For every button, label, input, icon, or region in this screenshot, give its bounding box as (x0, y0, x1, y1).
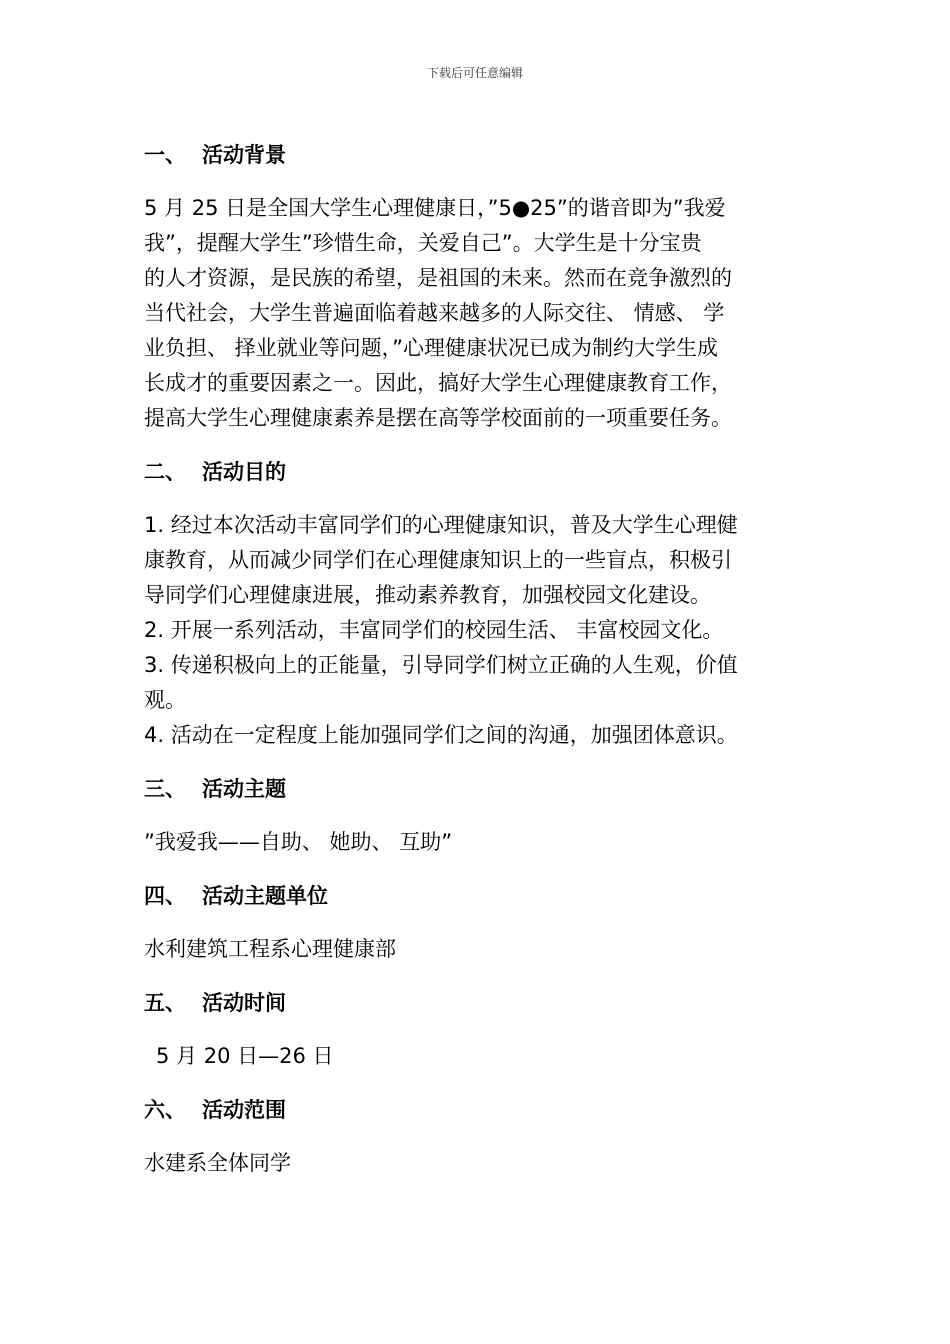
paragraph-line: ”我爱我——自助、 她助、 互助” (144, 830, 453, 854)
section-heading-background (144, 138, 812, 172)
section-number: 四、 (144, 884, 186, 908)
section-number: 五、 (144, 991, 186, 1015)
section-heading-time (144, 986, 812, 1020)
paragraph-line: 1. 经过本次活动丰富同学们的心理健康知识，普及大学生心理健 (144, 513, 738, 537)
section-paragraph-purpose (144, 508, 812, 753)
paragraph-line: 2. 开展一系列活动，丰富同学们的校园生活、 丰富校园文化。 (144, 618, 724, 642)
section-paragraph-background (144, 191, 812, 436)
paragraph-line: 长成才的重要因素之一。因此，搞好大学生心理健康教育工作， (144, 371, 732, 395)
section-title: 活动背景 (202, 143, 286, 167)
section-title: 活动时间 (202, 991, 286, 1015)
paragraph-line: 水建系全体同学 (144, 1151, 291, 1175)
section-paragraph-theme (144, 825, 812, 860)
paragraph-line: 当代社会，大学生普遍面临着越来越多的人际交往、 情感、 学 (144, 301, 725, 325)
section-heading-purpose (144, 455, 812, 489)
paragraph-line: 业负担、 择业就业等问题，”心理健康状况已成为制约大学生成 (144, 336, 719, 360)
paragraph-line: 5 月 25 日是全国大学生心理健康日，”5●25”的谐音即为”我爱 (144, 196, 726, 220)
paragraph-line: 4. 活动在一定程度上能加强同学们之间的沟通，加强团体意识。 (144, 723, 738, 747)
section-number: 六、 (144, 1098, 186, 1122)
paragraph-line: 的人才资源，是民族的希望，是祖国的未来。然而在竞争激烈的 (144, 266, 732, 290)
paragraph-line: 提高大学生心理健康素养是摆在高等学校面前的一项重要任务。 (144, 406, 732, 430)
paragraph-line: 5 月 20 日—26 日 (156, 1044, 334, 1068)
section-paragraph-scope (144, 1146, 812, 1181)
paragraph-line: 我”，提醒大学生”珍惜生命，关爱自己”。大学生是十分宝贵 (144, 231, 702, 255)
section-paragraph-time (144, 1039, 812, 1074)
paragraph-line: 康教育，从而减少同学们在心理健康知识上的一些盲点，积极引 (144, 548, 732, 572)
page-header: 下载后可任意编辑 (426, 66, 523, 80)
paragraph-line: 3. 传递积极向上的正能量，引导同学们树立正确的人生观，价值 (144, 653, 738, 677)
paragraph-line: 导同学们心理健康进展，推动素养教育，加强校园文化建设。 (144, 583, 711, 607)
section-title: 活动范围 (202, 1098, 286, 1122)
document-body (144, 138, 812, 1181)
section-heading-organizer (144, 879, 812, 913)
section-heading-scope (144, 1093, 812, 1127)
section-title: 活动目的 (202, 460, 286, 484)
section-number: 一、 (144, 143, 186, 167)
section-paragraph-organizer (144, 932, 812, 967)
paragraph-line: 观。 (144, 688, 186, 712)
section-number: 二、 (144, 460, 186, 484)
section-heading-theme (144, 772, 812, 806)
section-title: 活动主题 (202, 777, 286, 801)
section-title: 活动主题单位 (202, 884, 328, 908)
paragraph-line: 水利建筑工程系心理健康部 (144, 937, 396, 961)
section-number: 三、 (144, 777, 186, 801)
